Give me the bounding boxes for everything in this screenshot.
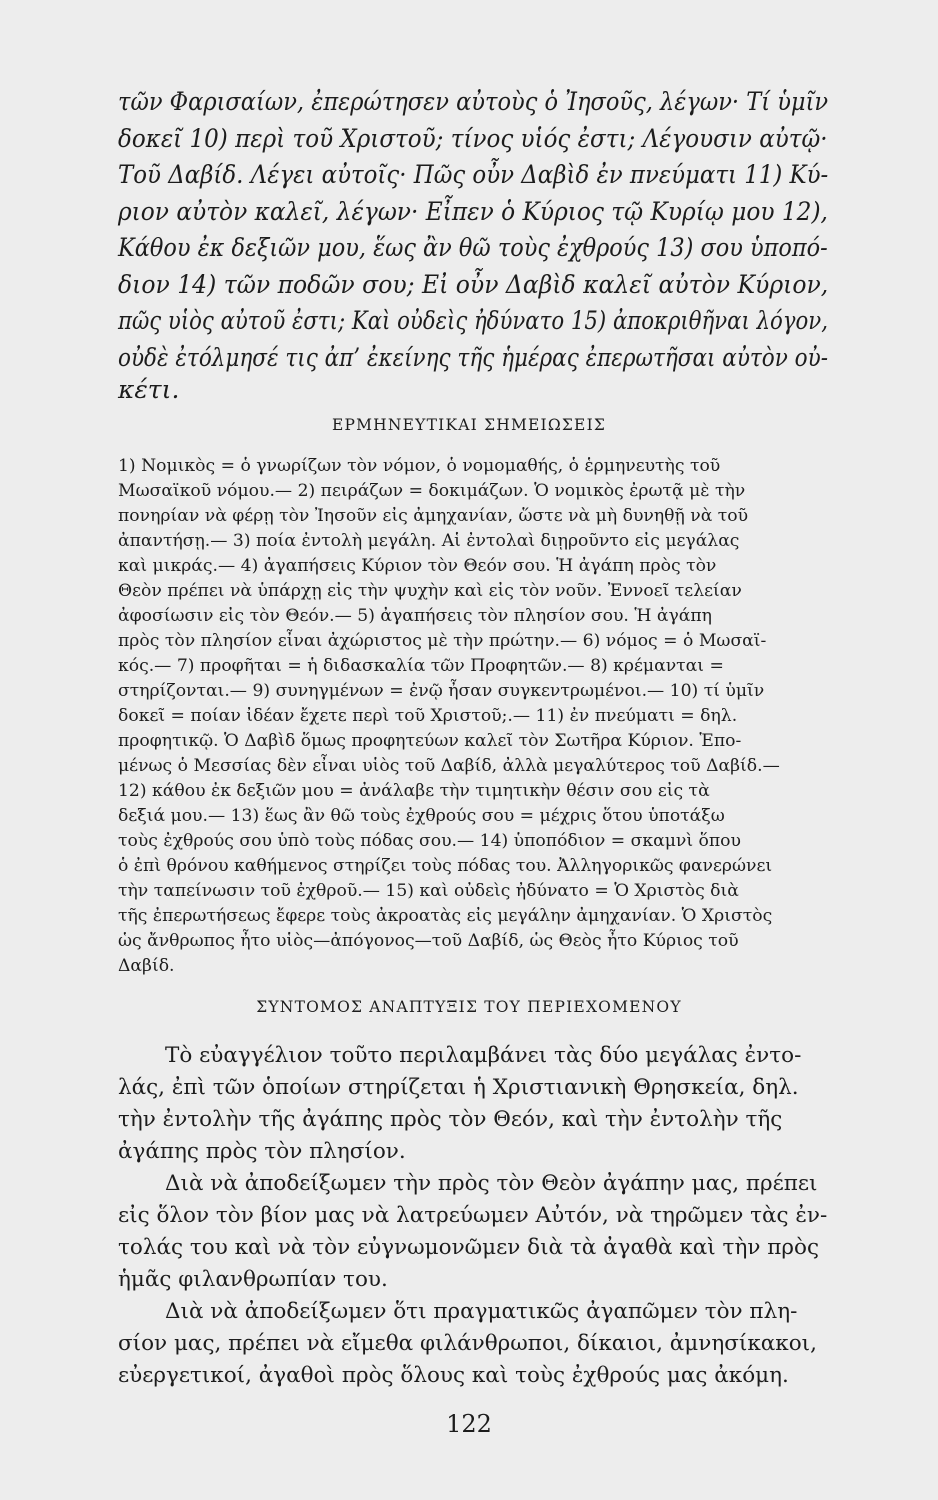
- note-line: τῆς ἐπερωτήσεως ἔφερε τοὺς ἀκροατὰς εἰς μεγάλην ἀμηχανίαν. Ὁ Χριστὸς: [118, 906, 773, 926]
- summary-line: Διὰ νὰ ἀποδείξωμεν τὴν πρὸς τὸν Θεὸν ἀγάπην μας, πρέπει: [165, 1171, 818, 1196]
- note-line: Δαβίδ.: [118, 956, 175, 976]
- note-line: μένως ὁ Μεσσίας δὲν εἶναι υἱὸς τοῦ Δαβίδ, ἀλλὰ μεγαλύτερος τοῦ Δαβίδ.—: [118, 756, 780, 776]
- note-line: 12) κάθου ἐκ δεξιῶν μου = ἀνάλαβε τὴν τιμητικὴν θέσιν σου εἰς τὰ: [118, 781, 710, 801]
- verse-line: δοκεῖ 10) περὶ τοῦ Χριστοῦ; τίνος υἱός ἐστι; Λέγουσιν αὐτῷ·: [118, 124, 828, 153]
- note-line: ὁ ἐπὶ θρόνου καθήμενος στηρίζει τοὺς πόδας του. Ἀλληγορικῶς φανερώνει: [118, 856, 773, 876]
- note-line: τὴν ταπείνωσιν τοῦ ἐχθροῦ.— 15) καὶ οὐδεὶς ἠδύνατο = Ὁ Χριστὸς διὰ: [118, 881, 739, 901]
- verse-line: διον 14) τῶν ποδῶν σου; Εἰ οὖν Δαβὶδ καλεῖ αὐτὸν Κύριον,: [118, 270, 829, 299]
- note-line: Θεὸν πρέπει νὰ ὑπάρχῃ εἰς τὴν ψυχὴν καὶ εἰς τὸν νοῦν. Ἐννοεῖ τελείαν: [118, 581, 742, 601]
- summary-line: Τὸ εὐαγγέλιον τοῦτο περιλαμβάνει τὰς δύο μεγάλας ἐντο-: [165, 1043, 802, 1068]
- note-line: πρὸς τὸν πλησίον εἶναι ἀχώριστος μὲ τὴν πρώτην.— 6) νόμος = ὁ Μωσαϊ-: [118, 631, 767, 651]
- note-line: κός.— 7) προφῆται = ἡ διδασκαλία τῶν Προφητῶν.— 8) κρέμανται =: [118, 656, 724, 676]
- summary-line: σίον μας, πρέπει νὰ εἴμεθα φιλάνθρωποι, δίκαιοι, ἀμνησίκακοι,: [118, 1331, 817, 1356]
- note-line: ὡς ἄνθρωπος ἦτο υἱὸς—ἀπόγονος—τοῦ Δαβίδ, ὡς Θεὸς ἦτο Κύριος τοῦ: [118, 931, 739, 951]
- summary-line: ἀγάπης πρὸς τὸν πλησίον.: [118, 1139, 406, 1164]
- summary-line: τολάς του καὶ νὰ τὸν εὐγνωμονῶμεν διὰ τὰ ἀγαθὰ καὶ τὴν πρὸς: [118, 1235, 819, 1260]
- notes-heading: ΕΡΜΗΝΕΥΤΙΚΑΙ ΣΗΜΕΙΩΣΕΙΣ: [331, 416, 607, 434]
- summary-line: εἰς ὅλον τὸν βίον μας νὰ λατρεύωμεν Αὐτόν, νὰ τηρῶμεν τὰς ἐν-: [118, 1203, 828, 1228]
- summary-line: τὴν ἐντολὴν τῆς ἀγάπης πρὸς τὸν Θεόν, καὶ τὴν ἐντολὴν τῆς: [118, 1107, 783, 1132]
- note-line: καὶ μικράς.— 4) ἀγαπήσεις Κύριον τὸν Θεόν σου. Ἡ ἀγάπη πρὸς τὸν: [118, 556, 717, 576]
- note-line: προφητικῷ. Ὁ Δαβὶδ ὅμως προφητεύων καλεῖ τὸν Σωτῆρα Κύριον. Ἑπο-: [118, 731, 742, 751]
- note-line: δοκεῖ = ποίαν ἰδέαν ἔχετε περὶ τοῦ Χριστοῦ;.— 11) ἐν πνεύματι = δηλ.: [118, 706, 738, 726]
- verse-line: πῶς υἱὸς αὐτοῦ ἐστι; Καὶ οὐδεὶς ἠδύνατο 15) ἀποκριθῆναι λόγον,: [118, 306, 828, 335]
- note-line: δεξιά μου.— 13) ἕως ἂν θῶ τοὺς ἐχθρούς σου = μέχρις ὅτου ὑποτάξω: [118, 806, 725, 826]
- note-line: στηρίζονται.— 9) συνηγμένων = ἐνῷ ἦσαν συγκεντρωμένοι.— 10) τί ὑμῖν: [118, 681, 765, 701]
- note-line: τοὺς ἐχθρούς σου ὑπὸ τοὺς πόδας σου.— 14) ὑποπόδιον = σκαμνὶ ὅπου: [118, 831, 741, 851]
- note-line: ἀφοσίωσιν εἰς τὸν Θεόν.— 5) ἀγαπήσεις τὸν πλησίον σου. Ἡ ἀγάπη: [118, 606, 712, 626]
- verse-line: τῶν Φαρισαίων, ἐπερώτησεν αὐτοὺς ὁ Ἰησοῦς, λέγων· Τί ὑμῖν: [118, 87, 829, 116]
- summary-line: Διὰ νὰ ἀποδείξωμεν ὅτι πραγματικῶς ἀγαπῶμεν τὸν πλη-: [165, 1299, 798, 1324]
- summary-line: λάς, ἐπὶ τῶν ὁποίων στηρίζεται ἡ Χριστιανικὴ Θρησκεία, δηλ.: [118, 1075, 799, 1100]
- summary-heading: ΣΥΝΤΟΜΟΣ ΑΝΑΠΤΥΞΙΣ ΤΟΥ ΠΕΡΙΕΧΟΜΕΝΟΥ: [256, 998, 682, 1016]
- verse-line: Κάθου ἐκ δεξιῶν μου, ἕως ἂν θῶ τοὺς ἐχθρούς 13) σου ὑποπό-: [118, 233, 828, 262]
- summary-line: εὐεργετικοί, ἀγαθοὶ πρὸς ὅλους καὶ τοὺς ἐχθρούς μας ἀκόμη.: [118, 1363, 789, 1388]
- summary-line: ἡμᾶς φιλανθρωπίαν του.: [118, 1267, 388, 1292]
- verse-line: ριον αὐτὸν καλεῖ, λέγων· Εἶπεν ὁ Κύριος τῷ Κυρίῳ μου 12),: [118, 197, 828, 226]
- verse-line: κέτι.: [118, 375, 180, 404]
- note-line: ἀπαντήσῃ.— 3) ποία ἐντολὴ μεγάλη. Αἱ ἐντολαὶ διῃροῦντο εἰς μεγάλας: [118, 531, 740, 551]
- note-line: 1) Νομικὸς = ὁ γνωρίζων τὸν νόμον, ὁ νομομαθής, ὁ ἑρμηνευτὴς τοῦ: [118, 456, 721, 476]
- page-number: 122: [446, 1410, 492, 1438]
- verse-line: οὐδὲ ἐτόλμησέ τις ἀπ’ ἐκείνης τῆς ἡμέρας ἐπερωτῆσαι αὐτὸν οὐ-: [118, 343, 828, 372]
- note-line: πονηρίαν νὰ φέρῃ τὸν Ἰησοῦν εἰς ἀμηχανίαν, ὥστε νὰ μὴ δυνηθῇ νὰ τοῦ: [118, 506, 749, 526]
- verse-line: Τοῦ Δαβίδ. Λέγει αὐτοῖς· Πῶς οὖν Δαβὶδ ἐν πνεύματι 11) Κύ-: [118, 160, 829, 189]
- note-line: Μωσαϊκοῦ νόμου.— 2) πειράζων = δοκιμάζων. Ὁ νομικὸς ἐρωτᾷ μὲ τὴν: [118, 481, 746, 501]
